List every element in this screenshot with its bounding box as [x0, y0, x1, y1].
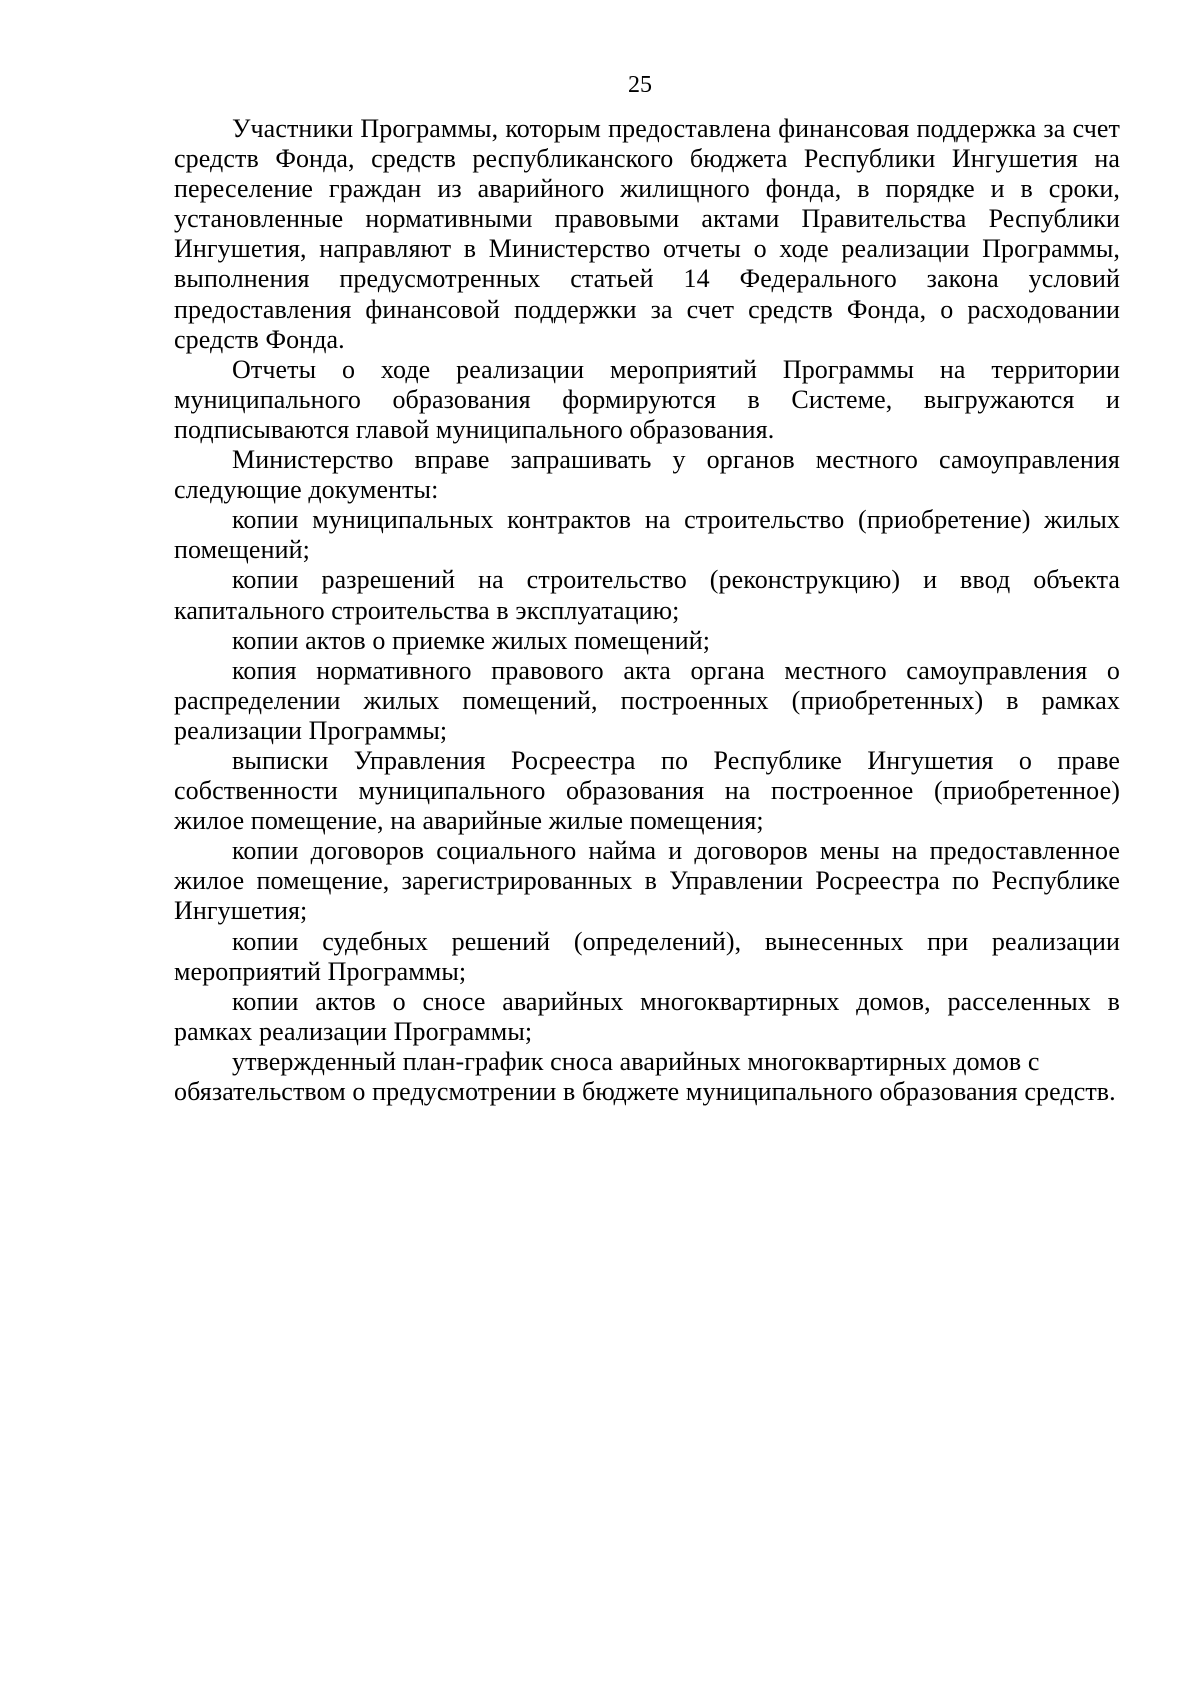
list-item-contracts: копии муниципальных контрактов на строительство (приобретение) жилых помещений; — [174, 505, 1120, 565]
paragraph-reports-formation: Отчеты о ходе реализации мероприятий Программы на территории муниципального образования формируются в Системе, выгружаются и подписываются главой муниципального образования. — [174, 354, 1120, 444]
list-item-lease-agreements: копии договоров социального найма и договоров мены на предоставленное жилое помещение, зарегистрированных в Управлении Росреестра по Республике Ингушетия; — [174, 836, 1120, 926]
page-number: 25 — [628, 72, 652, 98]
list-item-registry-extracts: выписки Управления Росреестра по Республике Ингушетия о праве собственности муниципального образования на построенное (приобретенное) жилое помещение, на аварийные жилые помещения; — [174, 745, 1120, 836]
list-item-acceptance-acts: копии актов о приемке жилых помещений; — [232, 625, 711, 655]
document-body — [174, 114, 1120, 1107]
list-item-distribution-act: копия нормативного правового акта органа местного самоуправления о распределении жилых помещений, построенных (приобретенных) в рамках реализации Программы; — [174, 655, 1120, 745]
list-item-demolition-schedule: утвержденный план-график сноса аварийных многоквартирных домов с обязательством о предусмотрении в бюджете муниципального образования средств. — [174, 1046, 1116, 1106]
paragraph-participants-reports: Участники Программы, которым предоставлена финансовая поддержка за счет средств Фонда, средств республиканского бюджета Республики Ингушетия на переселение граждан из аварийного жилищного фонда, в порядке и в сроки, установленные нормативными правовыми актами Правительства Республики Ингушетия, направляют в Министерство отчеты о ходе реализации Программы, выполнения предусмотренных статьей 14 Федерального закона условий предоставления финансовой поддержки за счет средств Фонда, о расходовании средств Фонда. — [174, 114, 1120, 354]
paragraph-ministry-request: Министерство вправе запрашивать у органов местного самоуправления следующие документы: — [174, 445, 1120, 505]
list-item-demolition-acts: копии актов о сносе аварийных многоквартирных домов, расселенных в рамках реализации Программы; — [174, 986, 1120, 1046]
list-item-court-decisions: копии судебных решений (определений), вынесенных при реализации мероприятий Программы; — [174, 926, 1120, 986]
list-item-permits: копии разрешений на строительство (реконструкцию) и ввод объекта капитального строительства в эксплуатацию; — [174, 565, 1120, 625]
